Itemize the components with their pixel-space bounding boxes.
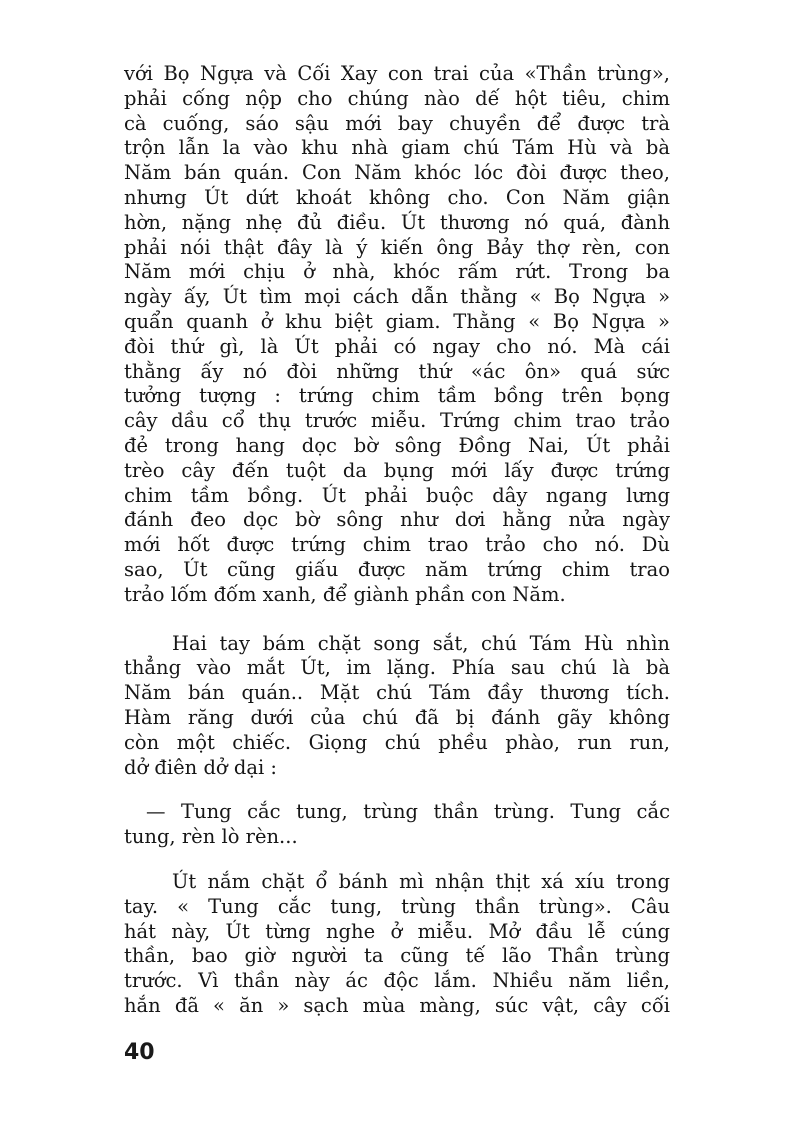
text-line: — Tung cắc tung, trùng thần trùng. Tung cắc <box>146 800 670 824</box>
text-line: đẻ trong hang dọc bờ sông Đồng Nai, Út phải <box>124 433 670 457</box>
text-line: trước. Vì thần này ác độc lắm. Nhiều năm liền, <box>124 969 670 993</box>
text-line: Út nắm chặt ổ bánh mì nhận thịt xá xíu trong <box>172 869 670 893</box>
paragraph-gap <box>124 850 670 870</box>
text-line: trộn lẫn la vào khu nhà giam chú Tám Hù và bà <box>124 136 670 160</box>
text-line: cây dầu cổ thụ trước miễu. Trứng chim trao trảo <box>124 409 670 433</box>
page-number: 40 <box>124 1040 155 1065</box>
text-line: thẳng vào mắt Út, im lặng. Phía sau chú là bà <box>124 656 670 680</box>
text-line: hắn đã « ăn » sạch mùa màng, súc vật, cây cối <box>124 993 670 1017</box>
text-line: còn một chiếc. Giọng chú phều phào, run run, <box>124 730 670 754</box>
text-line: sao, Út cũng giấu được năm trứng chim trao <box>124 557 670 581</box>
paragraph-1 <box>124 62 670 608</box>
text-line: quẩn quanh ở khu biệt giam. Thằng « Bọ Ngựa » <box>124 309 670 333</box>
text-line: tung, rèn lò rèn... <box>124 825 298 849</box>
text-line: mới hốt được trứng chim trao trảo cho nó. Dù <box>124 533 670 557</box>
text-line: đánh đeo dọc bờ sông như dơi hằng nửa ngày <box>124 508 670 532</box>
text-line: Năm bán quán. Con Năm khóc lóc đòi được theo, <box>124 161 670 185</box>
paragraph-gap <box>124 608 670 632</box>
paragraph-3-dialogue <box>124 800 670 850</box>
text-line: với Bọ Ngựa và Cối Xay con trai của «Thần trùng», <box>124 62 670 85</box>
text-line: hát này, Út từng nghe ở miễu. Mở đầu lễ cúng <box>124 919 670 943</box>
text-line: Năm bán quán.. Mặt chú Tám đầy thương tích. <box>124 681 670 705</box>
text-line: tay. « Tung cắc tung, trùng thần trùng». Câu <box>124 894 670 918</box>
text-line: trảo lốm đốm xanh, để giành phần con Năm. <box>124 582 566 606</box>
text-line: Năm mới chịu ở nhà, khóc rấm rứt. Trong ba <box>124 260 670 284</box>
book-page <box>124 62 670 1019</box>
text-line: thằng ấy nó đòi những thứ «ác ôn» quá sức <box>124 359 670 383</box>
text-line: trèo cây đến tuột da bụng mới lấy được trứng <box>124 458 670 482</box>
text-line: phải cống nộp cho chúng nào dế hột tiêu, chim <box>124 86 670 110</box>
text-line: Hai tay bám chặt song sắt, chú Tám Hù nhìn <box>172 631 670 655</box>
text-line: hờn, nặng nhẹ đủ điều. Út thương nó quá, đành <box>124 210 670 234</box>
text-line: dở điên dở dại : <box>124 755 277 779</box>
text-line: ngày ấy, Út tìm mọi cách dẫn thằng « Bọ Ngựa » <box>124 285 670 309</box>
text-line: chim tầm bồng. Út phải buộc dây ngang lưng <box>124 483 670 507</box>
paragraph-gap <box>124 780 670 800</box>
text-line: Hàm răng dưới của chú đã bị đánh gãy không <box>124 705 670 729</box>
text-line: tưởng tượng : trứng chim tầm bồng trên bọng <box>124 384 670 408</box>
text-line: thần, bao giờ người ta cũng tế lão Thần trùng <box>124 944 670 968</box>
paragraph-2 <box>124 632 670 781</box>
paragraph-4 <box>124 870 670 1019</box>
text-line: cà cuống, sáo sậu mới bay chuyền để được trà <box>124 111 670 135</box>
text-line: phải nói thật đây là ý kiến ông Bảy thợ rèn, con <box>124 235 670 259</box>
text-line: nhưng Út dứt khoát không cho. Con Năm giận <box>124 185 670 209</box>
text-line: đòi thứ gì, là Út phải có ngay cho nó. Mà cái <box>124 334 670 358</box>
